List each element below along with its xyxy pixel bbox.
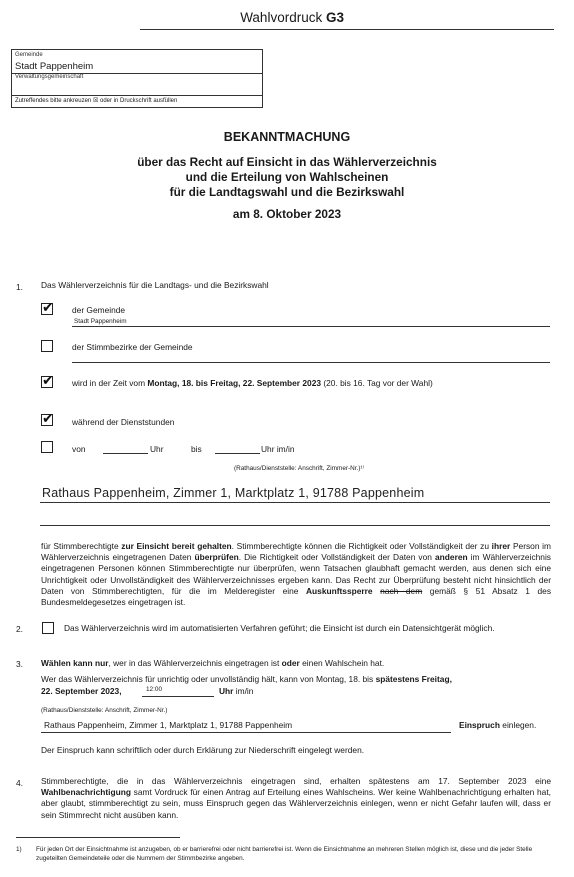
ort-value-3[interactable]: Rathaus Pappenheim, Zimmer 1, Marktplatz 1, 91788 Pappenheim bbox=[44, 720, 293, 730]
section-1-paragraph: für Stimmberechtigte zur Einsicht bereit gehalten. Stimmberechtigte können die Richtigkeit oder Vollständigkeit der zu ihrer Person im Wählerverzeichnis eingetragenen Daten überprüfen. Die Richtigkeit oder Vollständigkeit der Daten von anderen im Wählerverzeichnis eingetragenen Personen können Stimmberechtigte nur überprüfen, wenn Tatsachen glaubhaft gemacht werden, aus denen sich eine Unrichtigkeit oder Unvollständigkeit des Wählerverzeichnisses ergeben kann. Das Recht zur Überprüfung besteht nicht hinsichtlich der Daten von Stimmberechtigten, für die im Melderegister eine Auskunftssperre nach dem gemäß § 51 Absatz 1 des Bundesmeldegesetzes eingetragen ist. bbox=[41, 541, 552, 608]
notice-subtitle-1: über das Recht auf Einsicht in das Wählerverzeichnis bbox=[137, 155, 437, 169]
form-title-prefix: Wahlvordruck bbox=[240, 10, 323, 25]
gemeinde-label: Gemeinde bbox=[15, 52, 43, 58]
section-3-lead: Wählen kann nur, wer in das Wählerverzeichnis eingetragen ist oder einen Wahlschein hat. bbox=[41, 658, 385, 668]
notice-subtitle-2: und die Erteilung von Wahlscheinen bbox=[185, 170, 389, 184]
vg-label: Verwaltungsgemeinschaft bbox=[15, 74, 84, 80]
vg-sep bbox=[12, 95, 262, 96]
section-3-einspruch-form: Der Einspruch kann schriftlich oder durch Erklärung zur Niederschrift eingelegt werden. bbox=[41, 745, 365, 755]
von-label: von bbox=[72, 444, 86, 454]
footnote-text: Für jeden Ort der Einsichtnahme ist anzugeben, ob er barrierefrei oder nicht barrierefrei ist. Wenn die Einsichtnahme an mehreren Stellen möglich ist, diese und die jeder Stelle zugeteilten Gemeindeteile oder die Nummern der Stimmbezirke angeben. bbox=[36, 846, 533, 862]
ort-hint-1: (Rathaus/Dienststelle: Anschrift, Zimmer-Nr.)¹⁾ bbox=[234, 465, 365, 472]
checkbox-von-bis[interactable] bbox=[41, 441, 53, 453]
section-4-paragraph: Stimmberechtigte, die in das Wählerverzeichnis eingetragen sind, erhalten spätestens am 17. September 2023 eine Wahlbenachrichtigung samt Vordruck für einen Antrag auf Erteilung eines Wahlscheins. Wer keine Wahlbenachrichtigung erhalten hat, aber glaubt, stimmberechtigt zu sein, muss Einspruch gegen das Wählerverzeichnis einlegen, wenn er nicht Gefahr laufen will, dass er sein Stimmrecht nicht ausüben kann. bbox=[41, 776, 551, 820]
ort-underline-1 bbox=[40, 502, 550, 503]
form-title-code: G3 bbox=[325, 10, 344, 25]
section-1-intro: Das Wählerverzeichnis für die Landtags- und die Bezirkswahl bbox=[41, 280, 269, 290]
frist-uhr: Uhr im/in bbox=[219, 686, 254, 696]
uhr-label-1: Uhr bbox=[150, 444, 164, 454]
zeitraum-post: (20. bis 16. Tag vor der Wahl) bbox=[321, 378, 433, 388]
section-3-number: 3. bbox=[16, 659, 23, 669]
notice-title: BEKANNTMACHUNG bbox=[223, 130, 351, 144]
frist-time-underline bbox=[142, 696, 214, 697]
zeitraum-dates: Montag, 18. bis Freitag, 22. September 2023 bbox=[147, 378, 322, 388]
checkbox-stimmbezirke[interactable] bbox=[41, 340, 53, 352]
section-1-number: 1. bbox=[16, 282, 23, 292]
stimmbezirke-underline bbox=[72, 362, 550, 363]
header-rule bbox=[140, 29, 554, 30]
bis-label: bis bbox=[191, 444, 202, 454]
ort-underline-2 bbox=[40, 525, 550, 526]
checkbox-zeitraum[interactable] bbox=[41, 376, 53, 388]
form-title bbox=[240, 10, 344, 25]
gemeinde-value[interactable]: Stadt Pappenheim bbox=[15, 61, 94, 72]
option-stimmbezirke-label: der Stimmbezirke der Gemeinde bbox=[72, 342, 193, 352]
notice-subtitle-3: für die Landtagswahl und die Bezirkswahl bbox=[169, 185, 405, 199]
fill-hint: Zutreffendes bitte ankreuzen ☒ oder in Druckschrift ausfüllen bbox=[15, 98, 178, 104]
section-2-text: Das Wählerverzeichnis wird im automatisierten Verfahren geführt; die Einsicht ist durch ein Datensichtgerät möglich. bbox=[64, 623, 495, 633]
footnote-number: 1) bbox=[16, 846, 22, 853]
section-3-frist-date: 22. September 2023, bbox=[41, 686, 122, 696]
bis-time-field[interactable] bbox=[215, 453, 260, 454]
ort-hint-3: (Rathaus/Dienststelle: Anschrift, Zimmer-Nr.) bbox=[41, 707, 168, 714]
option-dienststunden-label: während der Dienststunden bbox=[72, 417, 175, 427]
notice-date: am 8. Oktober 2023 bbox=[232, 207, 342, 221]
checkbox-gemeinde[interactable] bbox=[41, 303, 53, 315]
option-gemeinde-label: der Gemeinde bbox=[72, 305, 126, 315]
gemeinde-underline bbox=[72, 326, 550, 327]
footnote-rule bbox=[16, 837, 180, 838]
uhr-label-2: Uhr im/in bbox=[261, 444, 295, 454]
ort-value-1[interactable]: Rathaus Pappenheim, Zimmer 1, Marktplatz 1, 91788 Pappenheim bbox=[42, 486, 425, 500]
section-2-number: 2. bbox=[16, 624, 23, 634]
frist-time-value[interactable]: 12:00 bbox=[146, 686, 162, 693]
ort-underline-3 bbox=[41, 732, 451, 733]
von-time-field[interactable] bbox=[103, 453, 148, 454]
zeitraum-pre: wird in der Zeit vom bbox=[72, 378, 148, 388]
section-3-frist: Wer das Wählerverzeichnis für unrichtig oder unvollständig hält, kann von Montag, 18. bis spätestens Freitag, bbox=[41, 674, 452, 684]
gemeinde-box bbox=[11, 49, 263, 108]
einspruch-label: Einspruch einlegen. bbox=[459, 720, 537, 730]
checkbox-automatisiert[interactable] bbox=[42, 622, 54, 634]
section-4-number: 4. bbox=[16, 778, 23, 788]
option-zeitraum bbox=[72, 378, 433, 389]
checkbox-dienststunden[interactable] bbox=[41, 414, 53, 426]
option-gemeinde-value[interactable]: Stadt Pappenheim bbox=[74, 318, 127, 325]
